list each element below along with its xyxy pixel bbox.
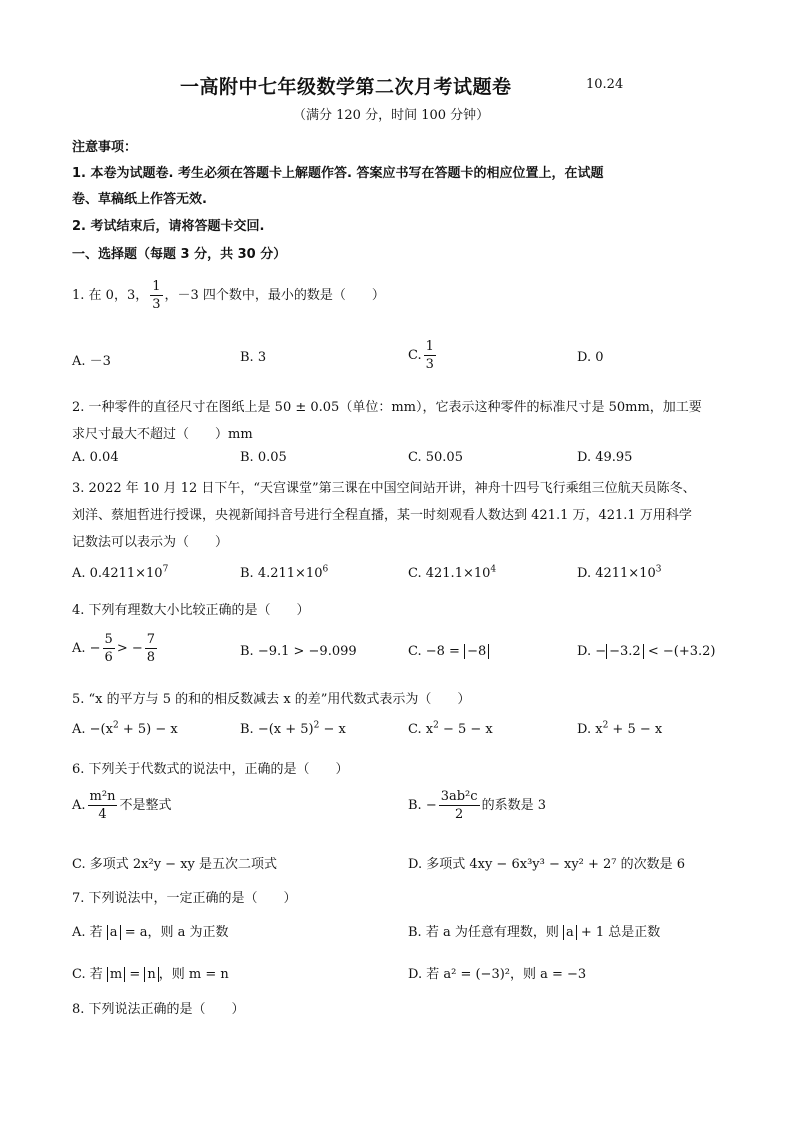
q2-option-c: C. 50.05 [408,450,463,465]
question-2-line-2: 求尺寸最大不超过（ ）mm [72,427,253,442]
q5-option-a: A. $-(x^2 + 5) - x$ [72,720,178,737]
question-5-stem: 5. “x 的平方与 5 的和的相反数减去 x 的差”用代数式表示为（ ） [72,692,471,707]
fraction: $\frac{1}{3}$ [152,279,161,312]
note-1-line-2: 卷、草稿纸上作答无效. [72,192,207,207]
exam-subtitle: （满分 120 分，时间 100 分钟） [293,108,490,123]
q2-option-a: A. 0.04 [72,450,119,465]
question-6-stem: 6. 下列关于代数式的说法中，正确的是（ ） [72,762,349,777]
q1-option-a: A. －3 [72,354,111,369]
question-8-stem: 8. 下列说法正确的是（ ） [72,1002,245,1017]
notes-heading: 注意事项： [72,140,138,155]
question-3-line-3: 记数法可以表示为（ ） [72,535,229,550]
question-3-line-1: 3. 2022 年 10 月 12 日下午，“天宫课堂”第三课在中国空间站开讲，神舟十四号飞行乘组三位航天员陈冬、 [72,481,696,496]
q5-option-d: D. $x^2 + 5 - x$ [577,720,663,737]
q5-option-b: B. $-(x + 5)^2 - x$ [240,720,346,737]
q7-option-c: C. 若 m = n ，则 m = n [72,967,229,982]
q3-option-a: A. $0.4211\times 10^7$ [72,564,169,581]
q4-option-d: D. − −3.2 < −(+3.2) [577,644,716,659]
q1-option-d: D. 0 [577,350,604,365]
question-4-stem: 4. 下列有理数大小比较正确的是（ ） [72,603,310,618]
q4-option-b: B. −9.1 > −9.099 [240,644,357,659]
question-3-line-2: 刘洋、蔡旭哲进行授课，央视新闻抖音号进行全程直播，某一时刻观看人数达到 421.1 万，421.1 万用科学 [72,508,692,523]
exam-date: 10.24 [586,77,624,92]
q7-option-b: B. 若 a 为任意有理数，则 a + 1 总是正数 [408,925,661,940]
q7-option-a: A. 若 a = a，则 a 为正数 [72,925,229,940]
q3-option-d: D. $4211\times 10^3$ [577,564,662,581]
q4-option-a: A. − $\frac{5}{6}$ > − $\frac{7}{8}$ [72,632,156,665]
q1-option-c: C. $\frac{1}{3}$ [408,339,434,372]
q2-option-b: B. 0.05 [240,450,287,465]
q6-option-c: C. 多项式 2x²y − xy 是五次二项式 [72,857,278,872]
q6-option-b: B. − $\frac{\text{3ab²c}}{2}$ 的系数是 3 [408,789,546,822]
question-7-stem: 7. 下列说法中，一定正确的是（ ） [72,891,297,906]
q6-option-a: A. $\frac{\text{m²n}}{4}$ 不是整式 [72,789,172,822]
q3-option-b: B. $4.211\times 10^6$ [240,564,329,581]
q2-option-d: D. 49.95 [577,450,633,465]
question-2-line-1: 2. 一种零件的直径尺寸在图纸上是 50 ± 0.05（单位：mm），它表示这种零件的标准尺寸是 50mm，加工要 [72,400,702,415]
q6-option-d: D. 多项式 4xy − 6x³y³ − xy² + 2⁷ 的次数是 6 [408,857,686,872]
question-1-stem: 1. 在 0，3， $\frac{1}{3}$ ，－3 四个数中，最小的数是（ ） [72,279,385,312]
section-1-heading: 一、选择题（每题 3 分，共 30 分） [72,247,287,262]
q7-option-d: D. 若 a² = (−3)²，则 a = −3 [408,967,587,982]
note-1-line-1: 1. 本卷为试题卷. 考生必须在答题卡上解题作答. 答案应书写在答题卡的相应位置上，在试题 [72,166,604,181]
q5-option-c: C. $x^2 - 5 - x$ [408,720,493,737]
q1-option-b: B. 3 [240,350,267,365]
page-title: 一高附中七年级数学第二次月考试题卷 [180,76,512,98]
q4-option-c: C. −8 = −8 [408,644,489,659]
note-2: 2. 考试结束后，请将答题卡交回. [72,219,265,234]
q3-option-c: C. $421.1\times 10^4$ [408,564,497,581]
